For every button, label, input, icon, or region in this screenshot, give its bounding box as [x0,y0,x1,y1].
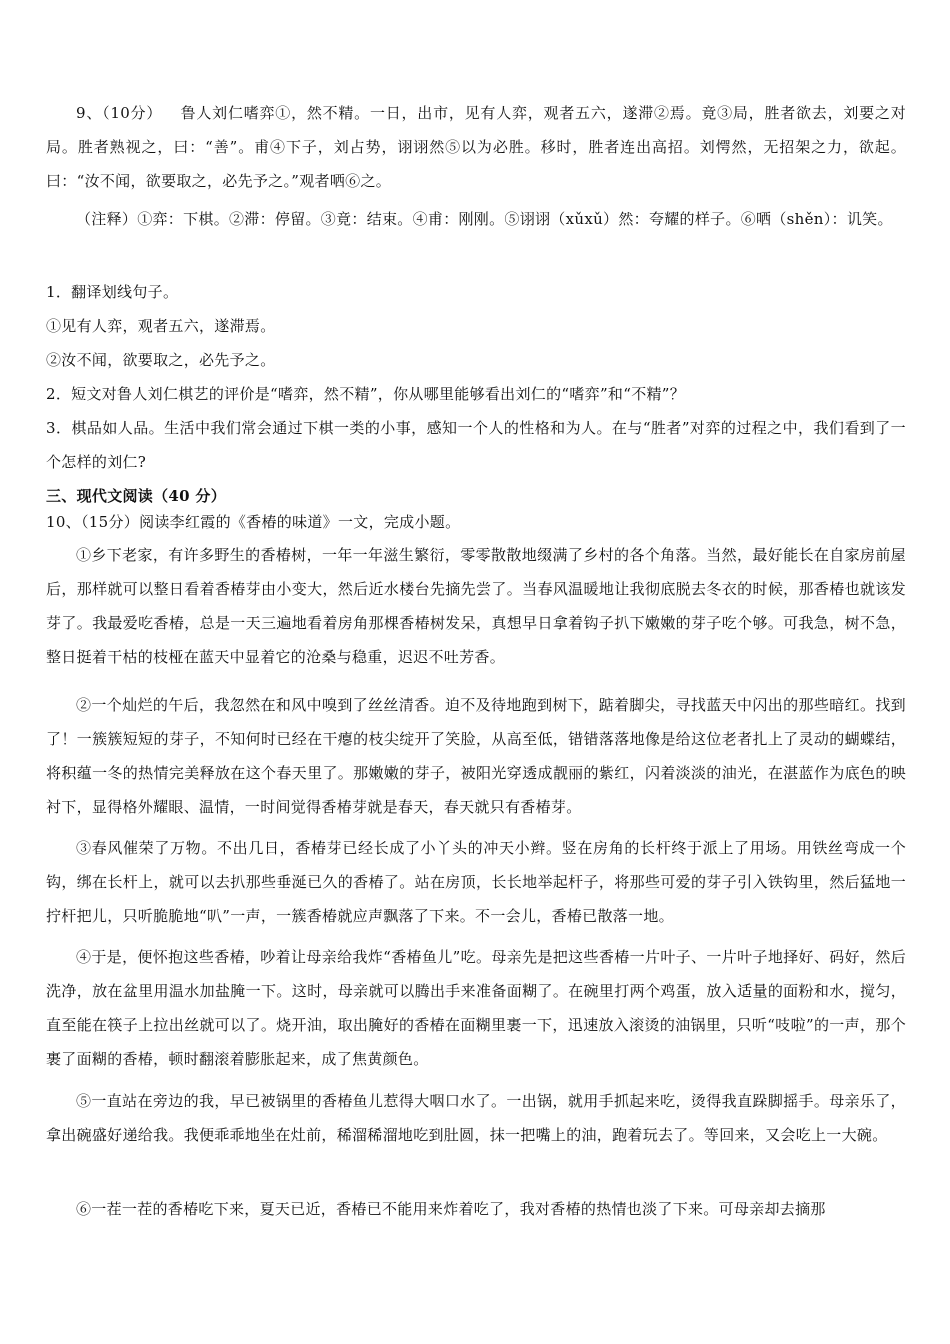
section-3-heading: 三、现代文阅读（40 分） [46,487,226,505]
q10-paragraph-6: ⑥一茬一茬的香椿吃下来，夏天已近，香椿已不能用来炸着吃了，我对香椿的热情也淡了下来。可母亲却去摘那 [76,1200,826,1218]
q9-question-1-title: 1．翻译划线句子。 [46,283,179,301]
q9-question-3: 3．棋品如人品。生活中我们常会通过下棋一类的小事，感知一个人的性格和为人。在与“胜者”对弈的过程之中，我们看到了一个怎样的刘仁? [46,419,906,471]
q10-paragraph-4: ④于是，便怀抱这些香椿，吵着让母亲给我炸“香椿鱼儿”吃。母亲先是把这些香椿一片叶子、一片叶子地择好、码好，然后洗净，放在盆里用温水加盐腌一下。这时，母亲就可以腾出手来准备面糊了。在碗里打两个鸡蛋，放入适量的面粉和水，搅匀，直至能在筷子上拉出丝就可以了。烧开油，取出腌好的香椿在面糊里裹一下，迅速放入滚烫的油锅里，只听“吱啦”的一声，那个裹了面糊的香椿，顿时翻滚着膨胀起来，成了焦黄颜色。 [46,948,906,1068]
q9-passage [46,96,906,198]
q9-question-1-item-1: ①见有人弈，观者五六，遂滞焉。 [46,317,276,335]
q10-paragraph-3: ③春风催荣了万物。不出几日，香椿芽已经长成了小丫头的冲天小辫。竖在房角的长杆终于派上了用场。用铁丝弯成一个钩，绑在长杆上，就可以去扒那些垂涎已久的香椿了。站在房顶，长长地举起杆子，将那些可爱的芽子引入铁钩里，然后猛地一拧杆把儿，只听脆脆地“叭”一声，一簇香椿就应声飘落了下来。不一会儿，香椿已散落一地。 [46,839,906,925]
q9-notes: （注释）①弈：下棋。②滞：停留。③竟：结束。④甫：刚刚。⑤诩诩（xǔxǔ）然：夸耀的样子。⑥哂（shěn）：讥笑。 [76,210,893,228]
q10-paragraph-2: ②一个灿烂的午后，我忽然在和风中嗅到了丝丝清香。迫不及待地跑到树下，踮着脚尖，寻找蓝天中闪出的那些暗红。找到了！一簇簇短短的芽子，不知何时已经在干瘪的枝尖绽开了笑脸，从高至低，错错落落地像是给这位老者扎上了灵动的蝴蝶结，将积蕴一冬的热情完美释放在这个春天里了。那嫩嫩的芽子，被阳光穿透成靓丽的紫红，闪着淡淡的油光，在湛蓝作为底色的映衬下，显得格外耀眼、温情，一时间觉得香椿芽就是春天，春天就只有香椿芽。 [46,696,906,816]
q10-paragraph-5: ⑤一直站在旁边的我，早已被锅里的香椿鱼儿惹得大咽口水了。一出锅，就用手抓起来吃，烫得我直跺脚摇手。母亲乐了，拿出碗盛好递给我。我便乖乖地坐在灶前，稀溜稀溜地吃到肚圆，抹一把嘴上的油，跑着玩去了。等回来，又会吃上一大碗。 [46,1092,906,1144]
q10-intro: 10、（15分）阅读李红霞的《香椿的味道》一文，完成小题。 [46,513,461,531]
q10-paragraph-1: ①乡下老家，有许多野生的香椿树，一年一年滋生繁衍，零零散散地缀满了乡村的各个角落。当然，最好能长在自家房前屋后，那样就可以整日看着香椿芽由小变大，然后近水楼台先摘先尝了。当春风温暖地让我彻底脱去冬衣的时候，那香椿也就该发芽了。我最爱吃香椿，总是一天三遍地看着房角那棵香椿树发呆，真想早日拿着钩子扒下嫩嫩的芽子吃个够。可我急，树不急，整日挺着干枯的枝桠在蓝天中显着它的沧桑与稳重，迟迟不吐芳香。 [46,546,906,666]
q9-question-2: 2．短文对鲁人刘仁棋艺的评价是“嗜弈，然不精”，你从哪里能够看出刘仁的“嗜弈”和“不精”？ [46,385,686,403]
q9-prefix: 9、（10分） [76,104,163,122]
q9-text: 鲁人刘仁嗜弈①，然不精。一日，出市，见有人弈，观者五六，遂滞②焉。竟③局，胜者欲去，刘要之对局。胜者熟视之，曰：“善”。甫④下子，刘占势，诩诩然⑤以为必胜。移时，胜者连出高招。刘愕然，无招架之力，欲起。曰：“汝不闻，欲要取之，必先予之。”观者哂⑥之。 [46,104,907,190]
q9-question-1-item-2: ②汝不闻，欲要取之，必先予之。 [46,351,276,369]
